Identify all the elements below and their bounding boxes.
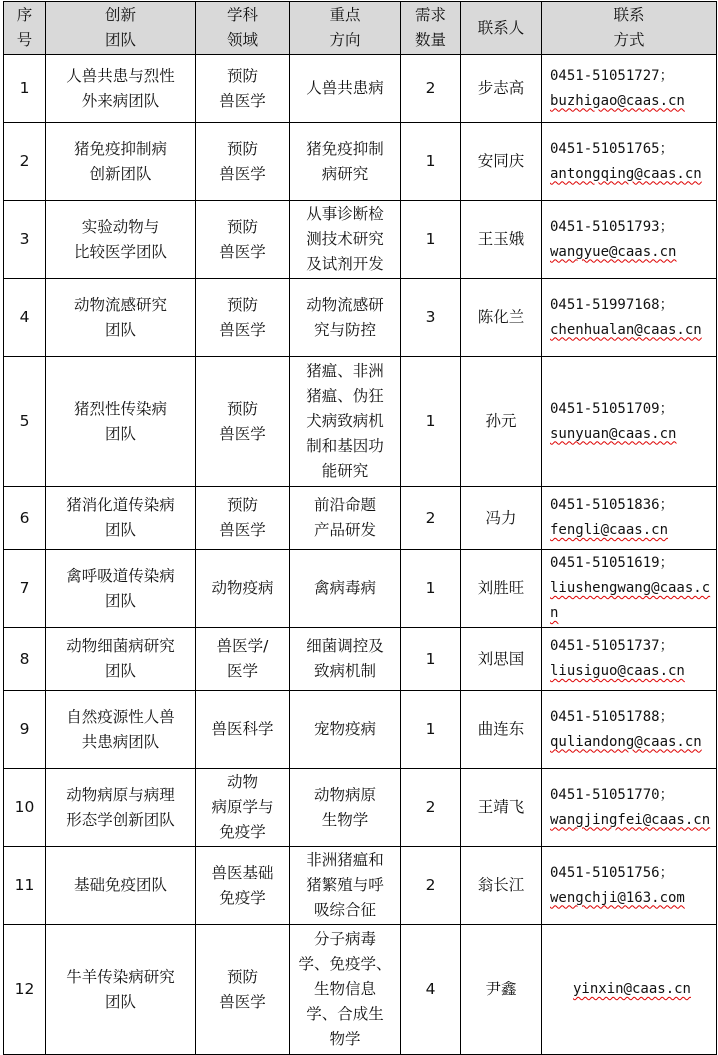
cell-contact-person: 翁长江 bbox=[461, 847, 542, 925]
cell-discipline: 兽医科学 bbox=[196, 691, 290, 769]
cell-contact-info bbox=[542, 357, 717, 487]
cell-contact-info bbox=[542, 550, 717, 628]
contact-phone: 0451-51051765； bbox=[550, 140, 674, 157]
cell-team: 实验动物与 比较医学团队 bbox=[46, 201, 196, 279]
cell-contact-person: 孙元 bbox=[461, 357, 542, 487]
contact-email[interactable]: buzhigao@caas.cn bbox=[550, 92, 685, 109]
contact-phone: 0451-51051727； bbox=[550, 67, 674, 84]
cell-discipline: 动物 病原学与 免疫学 bbox=[196, 769, 290, 847]
contact-email[interactable]: sunyuan@caas.cn bbox=[550, 425, 677, 442]
contact-email[interactable]: wangjingfei@caas.cn bbox=[550, 811, 711, 828]
table-row bbox=[4, 201, 717, 279]
cell-contact-person: 王玉娥 bbox=[461, 201, 542, 279]
cell-discipline: 兽医基础 免疫学 bbox=[196, 847, 290, 925]
contact-email[interactable]: liusiguo@caas.cn bbox=[550, 663, 685, 679]
cell-team: 人兽共患与烈性 外来病团队 bbox=[46, 55, 196, 123]
cell-discipline: 兽医学/ 医学 bbox=[196, 628, 290, 691]
cell-focus: 人兽共患病 bbox=[290, 55, 401, 123]
contact-phone: 0451-51997168； bbox=[550, 296, 674, 313]
contact-email[interactable]: quliandong@caas.cn bbox=[550, 733, 702, 750]
cell-contact-info bbox=[542, 279, 717, 357]
cell-contact-person: 安同庆 bbox=[461, 123, 542, 201]
cell-contact-info bbox=[542, 628, 717, 691]
cell-demand: 3 bbox=[401, 279, 461, 357]
cell-index: 2 bbox=[4, 123, 46, 201]
contact-phone: 0451-51051788； bbox=[550, 708, 674, 725]
cell-discipline: 预防 兽医学 bbox=[196, 357, 290, 487]
contact-email[interactable]: liushengwang@caas.cn bbox=[550, 580, 711, 621]
cell-index: 10 bbox=[4, 769, 46, 847]
cell-contact-info bbox=[542, 201, 717, 279]
table-row bbox=[4, 550, 717, 628]
table-row bbox=[4, 769, 717, 847]
cell-team: 禽呼吸道传染病 团队 bbox=[46, 550, 196, 628]
cell-focus: 分子病毒 学、免疫学、 生物信息 学、合成生 物学 bbox=[290, 925, 401, 1055]
cell-focus: 猪免疫抑制 病研究 bbox=[290, 123, 401, 201]
cell-demand: 1 bbox=[401, 357, 461, 487]
cell-contact-info bbox=[542, 847, 717, 925]
header-team: 创新 团队 bbox=[46, 2, 196, 55]
cell-focus: 禽病毒病 bbox=[290, 550, 401, 628]
cell-discipline: 预防 兽医学 bbox=[196, 279, 290, 357]
contact-email[interactable]: yinxin@caas.cn bbox=[572, 981, 691, 997]
contact-phone: 0451-51051793； bbox=[550, 218, 674, 235]
cell-team: 猪免疫抑制病 创新团队 bbox=[46, 123, 196, 201]
cell-discipline: 预防 兽医学 bbox=[196, 55, 290, 123]
cell-discipline: 预防 兽医学 bbox=[196, 201, 290, 279]
cell-focus: 从事诊断检 测技术研究 及试剂开发 bbox=[290, 201, 401, 279]
cell-demand: 1 bbox=[401, 201, 461, 279]
contact-email[interactable]: wangyue@caas.cn bbox=[550, 243, 677, 260]
cell-contact-person: 刘胜旺 bbox=[461, 550, 542, 628]
header-contact-person: 联系人 bbox=[461, 2, 542, 55]
table-row bbox=[4, 847, 717, 925]
cell-focus: 非洲猪瘟和 猪繁殖与呼 吸综合征 bbox=[290, 847, 401, 925]
cell-demand: 1 bbox=[401, 628, 461, 691]
contact-email[interactable]: antongqing@caas.cn bbox=[550, 165, 702, 182]
table-row bbox=[4, 628, 717, 691]
table-row bbox=[4, 487, 717, 550]
cell-contact-person: 冯力 bbox=[461, 487, 542, 550]
table-row bbox=[4, 925, 717, 1055]
cell-index: 3 bbox=[4, 201, 46, 279]
contact-email[interactable]: chenhualan@caas.cn bbox=[550, 321, 702, 338]
cell-index: 4 bbox=[4, 279, 46, 357]
cell-index: 8 bbox=[4, 628, 46, 691]
contact-phone: 0451-51051836； bbox=[550, 497, 674, 513]
cell-contact-info bbox=[542, 55, 717, 123]
cell-discipline: 预防 兽医学 bbox=[196, 123, 290, 201]
cell-demand: 2 bbox=[401, 847, 461, 925]
cell-focus: 动物流感研 究与防控 bbox=[290, 279, 401, 357]
cell-index: 5 bbox=[4, 357, 46, 487]
cell-focus: 前沿命题 产品研发 bbox=[290, 487, 401, 550]
cell-focus: 动物病原 生物学 bbox=[290, 769, 401, 847]
table-body bbox=[4, 55, 717, 1055]
cell-team: 动物病原与病理 形态学创新团队 bbox=[46, 769, 196, 847]
cell-demand: 1 bbox=[401, 123, 461, 201]
header-index: 序 号 bbox=[4, 2, 46, 55]
cell-contact-person: 尹鑫 bbox=[461, 925, 542, 1055]
cell-index: 12 bbox=[4, 925, 46, 1055]
cell-contact-person: 陈化兰 bbox=[461, 279, 542, 357]
cell-contact-person: 曲连东 bbox=[461, 691, 542, 769]
contact-email[interactable]: fengli@caas.cn bbox=[550, 522, 669, 538]
table-row bbox=[4, 357, 717, 487]
cell-index: 7 bbox=[4, 550, 46, 628]
cell-team: 动物细菌病研究 团队 bbox=[46, 628, 196, 691]
table-row bbox=[4, 279, 717, 357]
cell-team: 自然疫源性人兽 共患病团队 bbox=[46, 691, 196, 769]
cell-contact-info bbox=[542, 487, 717, 550]
cell-demand: 1 bbox=[401, 691, 461, 769]
header-focus: 重点 方向 bbox=[290, 2, 401, 55]
cell-index: 1 bbox=[4, 55, 46, 123]
cell-index: 9 bbox=[4, 691, 46, 769]
header-discipline: 学科 领域 bbox=[196, 2, 290, 55]
header-contact-info: 联系 方式 bbox=[542, 2, 717, 55]
cell-team: 猪消化道传染病 团队 bbox=[46, 487, 196, 550]
cell-team: 基础免疫团队 bbox=[46, 847, 196, 925]
cell-demand: 1 bbox=[401, 550, 461, 628]
cell-contact-person: 刘思国 bbox=[461, 628, 542, 691]
contact-phone: 0451-51051619； bbox=[550, 555, 674, 571]
cell-contact-info bbox=[542, 769, 717, 847]
cell-index: 6 bbox=[4, 487, 46, 550]
cell-contact-info bbox=[542, 123, 717, 201]
cell-discipline: 预防 兽医学 bbox=[196, 487, 290, 550]
table-row bbox=[4, 123, 717, 201]
cell-focus: 细菌调控及 致病机制 bbox=[290, 628, 401, 691]
cell-demand: 2 bbox=[401, 55, 461, 123]
cell-contact-info bbox=[542, 691, 717, 769]
contact-phone: 0451-51051737； bbox=[550, 638, 674, 654]
contact-phone: 0451-51051770； bbox=[550, 786, 674, 803]
cell-team: 牛羊传染病研究 团队 bbox=[46, 925, 196, 1055]
table-header-row bbox=[4, 2, 717, 55]
cell-discipline: 预防 兽医学 bbox=[196, 925, 290, 1055]
cell-demand: 2 bbox=[401, 487, 461, 550]
table-row bbox=[4, 691, 717, 769]
cell-demand: 4 bbox=[401, 925, 461, 1055]
header-demand: 需求 数量 bbox=[401, 2, 461, 55]
contact-phone: 0451-51051756； bbox=[550, 864, 674, 881]
contact-phone: 0451-51051709； bbox=[550, 400, 674, 417]
team-contact-table bbox=[3, 1, 717, 1055]
cell-contact-person: 步志高 bbox=[461, 55, 542, 123]
table-row bbox=[4, 55, 717, 123]
cell-demand: 2 bbox=[401, 769, 461, 847]
contact-email[interactable]: wengchji@163.com bbox=[550, 889, 685, 906]
cell-team: 猪烈性传染病 团队 bbox=[46, 357, 196, 487]
cell-discipline: 动物疫病 bbox=[196, 550, 290, 628]
cell-focus: 宠物疫病 bbox=[290, 691, 401, 769]
cell-index: 11 bbox=[4, 847, 46, 925]
cell-team: 动物流感研究 团队 bbox=[46, 279, 196, 357]
cell-contact-info bbox=[542, 925, 717, 1055]
cell-contact-person: 王靖飞 bbox=[461, 769, 542, 847]
cell-focus: 猪瘟、非洲 猪瘟、伪狂 犬病致病机 制和基因功 能研究 bbox=[290, 357, 401, 487]
